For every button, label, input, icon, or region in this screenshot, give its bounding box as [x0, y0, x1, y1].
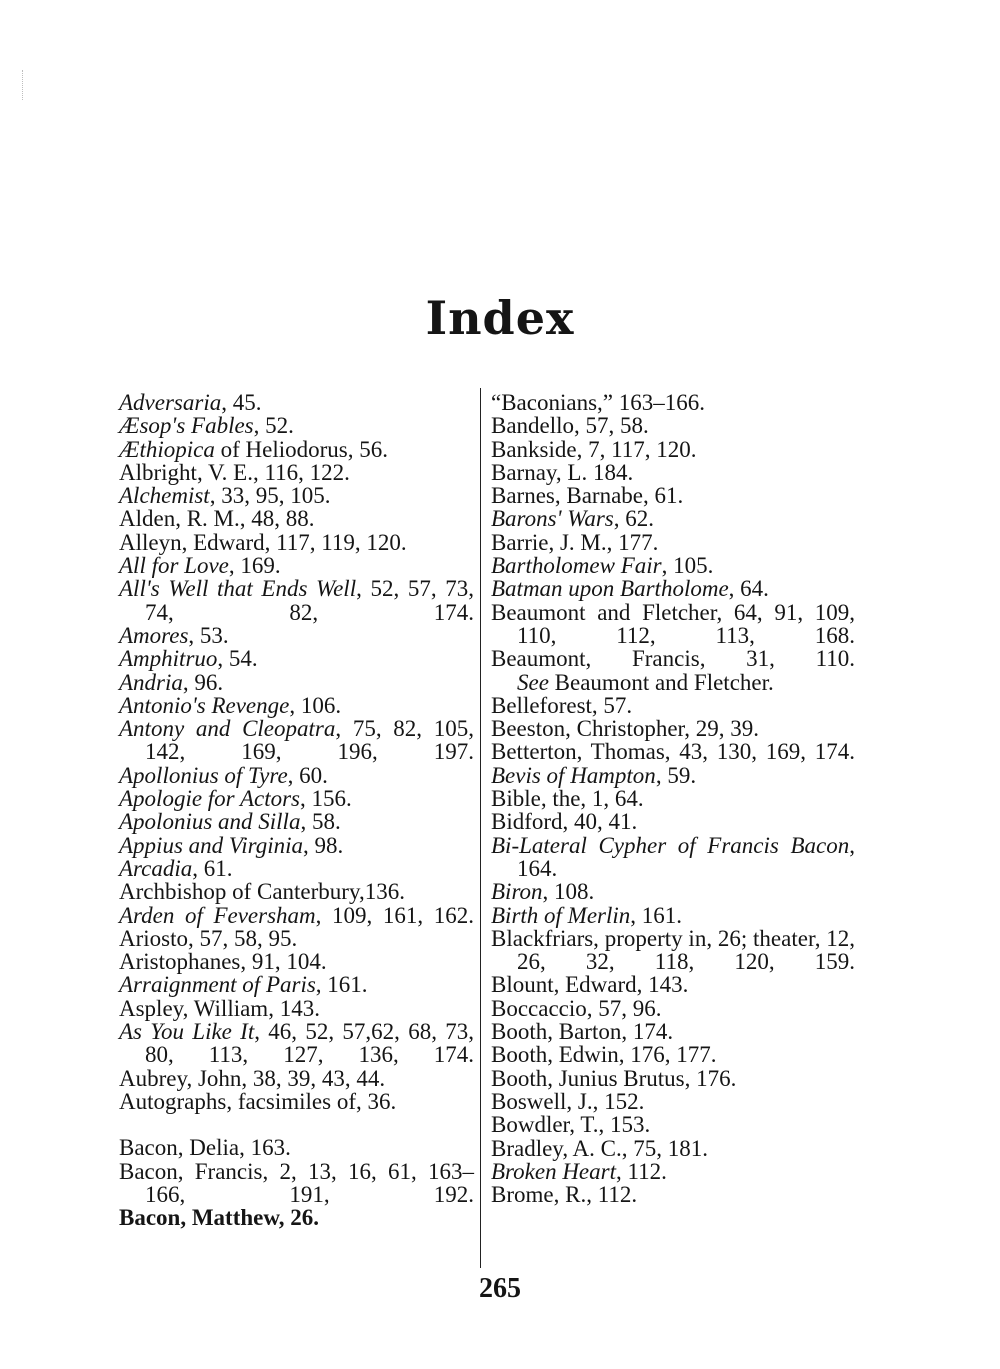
column-divider [480, 388, 481, 1268]
index-entry: Booth, Barton, 174. [491, 1019, 674, 1045]
index-entry: Appius and Virginia, 98. [119, 832, 344, 858]
index-entry: Barnes, Barnabe, 61. [491, 483, 684, 509]
index-entry: Æthiopica of Heliodorus, 56. [119, 436, 388, 462]
index-entry: Brome, R., 112. [491, 1182, 638, 1208]
index-entry: Booth, Junius Brutus, 176. [491, 1065, 737, 1091]
index-entry: Amores, 53. [119, 622, 229, 648]
index-entry: Boswell, J., 152. [491, 1088, 645, 1114]
index-entry: Alden, R. M., 48, 88. [119, 506, 315, 532]
index-entry: Apolonius and Silla, 58. [119, 809, 341, 835]
index-entry: Broken Heart, 112. [491, 1158, 667, 1184]
page-title: Index [425, 291, 575, 345]
index-entry: Bevis of Hampton, 59. [491, 762, 697, 788]
index-entry: Bankside, 7, 117, 120. [491, 436, 697, 462]
index-entry: Amphitruo, 54. [119, 646, 258, 672]
index-entry: Andria, 96. [119, 669, 224, 695]
index-entry: Blackfriars, property in, 26; theater, 12, 26, 32, 118, 120, 159. [491, 925, 855, 975]
page-number: 265 [479, 1273, 521, 1304]
index-entry: Arden of Feversham, 109, 161, 162. [119, 902, 474, 928]
index-entry: Antonio's Revenge, 106. [119, 692, 342, 718]
index-entry: Bacon, Delia, 163. [119, 1135, 291, 1161]
index-entry: Arcadia, 61. [119, 855, 233, 881]
index-entry: All for Love, 169. [119, 553, 281, 579]
index-entry: Aspley, William, 143. [119, 995, 320, 1021]
index-entry: Bible, the, 1, 64. [491, 786, 644, 812]
index-entry: Autographs, facsimiles of, 36. [119, 1088, 397, 1114]
index-entry: Aristophanes, 91, 104. [119, 949, 327, 975]
index-entry: Bi-Lateral Cypher of Francis Bacon, 164. [491, 832, 855, 881]
section-gap [119, 1113, 474, 1136]
index-entry: Aubrey, John, 38, 39, 43, 44. [119, 1065, 386, 1091]
index-entry: Bandello, 57, 58. [491, 413, 649, 439]
index-entry: Blount, Edward, 143. [491, 972, 689, 998]
index-column-right [491, 391, 855, 1206]
index-entry: Archbishop of Canterbury,136. [119, 879, 405, 905]
index-entry: Batman upon Bartholome, 64. [491, 576, 769, 602]
index-entry: Albright, V. E., 116, 122. [119, 459, 350, 485]
index-entry: Booth, Edwin, 176, 177. [491, 1042, 717, 1068]
index-entry: Beaumont and Fletcher, 64, 91, 109, 110, 112, 113, 168. [491, 599, 855, 648]
index-entry: As You Like It, 46, 52, 57,62, 68, 73, 80, 113, 127, 136, 174. [119, 1019, 475, 1068]
index-entry: “Baconians,” 163–166. [491, 390, 705, 415]
index-entry: Æsop's Fables, 52. [119, 413, 294, 439]
index-entry: Bacon, Matthew, 26. [119, 1205, 319, 1231]
index-subentry: See Beaumont and Fletcher. [517, 669, 774, 695]
index-entry: Beeston, Christopher, 29, 39. [491, 716, 760, 742]
index-entry: Bacon, Francis, 2, 13, 16, 61, 163–166, 191, 192. [119, 1158, 474, 1207]
index-entry: Bowdler, T., 153. [491, 1112, 651, 1138]
index-entry: Alleyn, Edward, 117, 119, 120. [119, 529, 407, 555]
index-entry: Biron, 108. [491, 879, 595, 905]
index-column-left [119, 391, 474, 1229]
index-entry: Betterton, Thomas, 43, 130, 169, 174. [491, 739, 855, 765]
index-entry: Bidford, 40, 41. [491, 809, 638, 835]
index-entry: Alchemist, 33, 95, 105. [119, 483, 331, 509]
index-entry: Antony and Cleopatra, 75, 82, 105, 142, 169, 196, 197. [119, 716, 474, 765]
scan-artifact [22, 70, 24, 100]
index-entry: Arraignment of Paris, 161. [119, 972, 368, 998]
index-entry: Apollonius of Tyre, 60. [119, 762, 328, 788]
index-entry: Ariosto, 57, 58, 95. [119, 925, 298, 951]
index-entry: Barons' Wars, 62. [491, 506, 654, 532]
index-entry: Boccaccio, 57, 96. [491, 995, 662, 1021]
index-entry: Belleforest, 57. [491, 692, 633, 718]
index-entry: Barnay, L. 184. [491, 459, 634, 485]
index-entry: Beaumont, Francis, 31, 110. [491, 646, 855, 672]
index-entry: Birth of Merlin, 161. [491, 902, 683, 928]
index-entry: Adversaria, 45. [119, 390, 262, 415]
index-entry: Apologie for Actors, 156. [119, 786, 352, 812]
index-entry: All's Well that Ends Well, 52, 57, 73, 74, 82, 174. [119, 576, 474, 625]
index-entry: Bartholomew Fair, 105. [491, 553, 714, 579]
index-entry: Barrie, J. M., 177. [491, 529, 659, 555]
index-entry: Bradley, A. C., 75, 181. [491, 1135, 708, 1161]
